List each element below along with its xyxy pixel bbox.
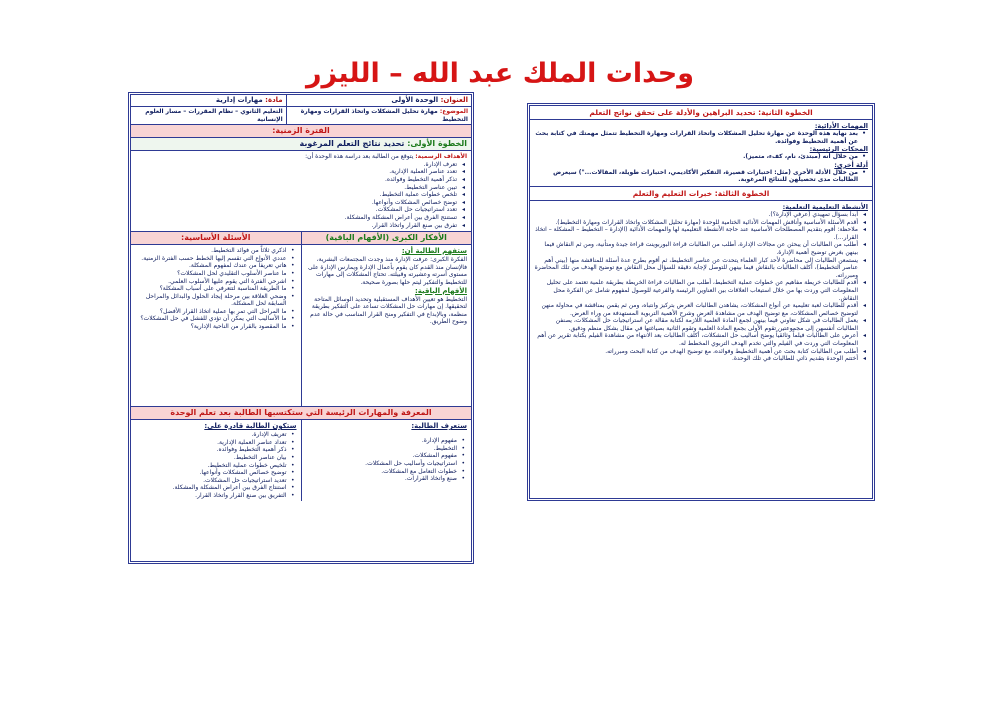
- question-item: • هاتي تعريفاً من عندك لمفهوم المشكلة.: [135, 262, 287, 270]
- knows-label: ستعرف الطالبة:: [411, 422, 467, 431]
- header-row-2: [131, 107, 471, 125]
- topic-label: الموضوع:: [439, 108, 468, 115]
- goal-item: ◂ تعدد عناصر العملية الإدارية.: [135, 168, 457, 176]
- other-evidence-label: أدلة أخرى:: [834, 160, 868, 169]
- activity-item: ◂ ملاحظة: أقوم بتقديم المصطلحات الأساسية عند حاجة الأنشطة التعليمية لها والمهمات الأدائية (الإدارة – التخطيط – المشكلة – اتخاذ القرار...).: [534, 226, 858, 241]
- step1-label: الخطوة الأولى:: [407, 139, 467, 149]
- questions-list: [135, 247, 297, 331]
- knowledge-header: المعرفة والمهارات الرئيسة التي ستكتسبها الطالبة بعد تعلم الوحدة: [131, 407, 471, 420]
- question-item: • ما الأساليب التي يمكن أن تؤدي للفشل في حل المشكلات؟: [135, 315, 287, 323]
- topic-value: مهارة تحليل المشكلات واتخاذ القرارات ومهارة التخطيط: [300, 108, 468, 123]
- question-item: • اذكري ثلاثاً من فوائد التخطيط.: [135, 247, 287, 255]
- activities-block: [530, 201, 872, 365]
- unit-plan-sheet: [128, 92, 474, 564]
- big-ideas-sub: ستفهم الطالبة أن:: [401, 247, 467, 256]
- skills-item: • استنتاج الفرق بين أعراض المشكلة والمشكلة.: [135, 484, 287, 492]
- header-row-1: [131, 95, 471, 107]
- question-item: • وضحي العلاقة بين مرحلة إيجاد الحلول والبدائل والمراحل السابقة لحل المشكلة.: [135, 293, 287, 308]
- skills-list: [135, 431, 297, 499]
- goal-item: ◂ تذكر أهمية التخطيط وفوائده.: [135, 176, 457, 184]
- step1-value: تحديد نتائج التعلم المرغوبة: [299, 139, 405, 149]
- knows-cell: [301, 420, 472, 501]
- step2-header: الخطوة الثانية: تحديد البراهين والأدلة على تحقق نواتج التعلم: [530, 106, 872, 120]
- subject-value: مهارات إدارية: [215, 96, 263, 104]
- knows-item: • صنع واتخاذ القرارات.: [306, 475, 458, 483]
- activity-item: ◂ أقدم للطالبات خريطة مفاهيم عن خطوات عملية التخطيط، أطلب من الطالبات قراءة الخريطة بطريقة علمية تعتمد على تحليل المعلومات التي وردت بها من خلال استيعاب العلاقات بين العناوين الرئيسة والفرعية للوصول لمفهوم شامل عن الفكرة محل النقاش.: [534, 279, 858, 302]
- goal-item: ◂ تفرق بين صنع القرار واتخاذ القرار.: [135, 222, 457, 230]
- skills-item: • تعداد عناصر العملية الإدارية.: [135, 439, 287, 447]
- knows-list: [306, 437, 468, 483]
- lasting-label: الأفهام الباقية:: [414, 286, 467, 295]
- goal-item: ◂ تستنتج الفرق بين أعراض المشكلة والمشكلة.: [135, 214, 457, 222]
- ideas-questions-row: [131, 232, 471, 407]
- big-ideas-text: الفكرة الكبرى: عرفت الإدارة منذ وجدت المجتمعات البشرية، فالإنسان منذ القدم كان يقوم بأعمال الإدارة ويمارس الإدارة على مستوى أسرته وعشيرته وقبيلته. تحتاج المشكلات إلى مهارات للتخطيط والتفكير ليتم حلها بصورة صحيحة.: [307, 256, 467, 286]
- unit-title-cell: [286, 95, 471, 106]
- criteria-text: • من خلال أنه (مبتدئ، نام، كفء، متميز).: [534, 153, 858, 161]
- knows-item: • مفهوم المشكلات.: [306, 452, 458, 460]
- activity-item: ◂ أطلب من الطالبات كتابة بحث عن أهمية التخطيط وفوائده، مع توضيح الهدف من كتابة البحث ومبرراته.: [534, 348, 858, 356]
- activity-item: ◂ أبدأ بسؤال تمهيدي (عرفي الإدارة؟).: [534, 211, 858, 219]
- goal-item: ◂ توضح خصائص المشكلات وأنواعها.: [135, 199, 457, 207]
- knows-item: • خطوات التعامل مع المشكلات.: [306, 468, 458, 476]
- topic-cell: [286, 107, 471, 124]
- period-band: الفترة الزمنية:: [131, 125, 471, 138]
- question-item: • ما المقصود بالقرار من الناحية الإدارية؟: [135, 323, 287, 331]
- skills-item: • توضيح خصائص المشكلات وأنواعها.: [135, 469, 287, 477]
- step1-band: [131, 138, 471, 151]
- big-ideas-cell: [301, 232, 472, 406]
- goals-intro: يتوقع من الطالبة بعد دراسة هذه الوحدة أن:: [305, 153, 414, 161]
- activity-item: ◂ أقدم الأسئلة الأساسية وأناقش المهمات الأدائية الختامية للوحدة (مهارة تحليل المشكلات واتخاذ القرارات ومهارة التخطيط).: [534, 219, 858, 227]
- skills-item: • ذكر أهمية التخطيط وفوائده.: [135, 446, 287, 454]
- skills-item: • بيان عناصر التخطيط.: [135, 454, 287, 462]
- goals-list: [135, 161, 467, 229]
- big-ideas-header: الأفكار الكبرى (الأفهام الباقية): [302, 232, 472, 245]
- goal-item: ◂ تعدد استراتيجيات حل المشكلات.: [135, 206, 457, 214]
- question-item: • ما الطريقة المناسبة لتتعرفي على أسباب المشكلة؟: [135, 285, 287, 293]
- evidence-block: [530, 120, 872, 187]
- other-evidence-text: • من خلال الأدلة الأخرى (مثل: اختبارات قصيرة، التفكير الأكاديمي، اختبارات طويلة، المقالات...") سيعرض الطالبات مدى تحصيلهن للنتائج المرغوبة.: [534, 169, 858, 184]
- tasks-label: المهمات الأدائية:: [814, 122, 868, 130]
- page-title: وحدات الملك عبد الله – الليزر: [305, 58, 694, 89]
- questions-cell: [131, 232, 301, 406]
- skills-item: • التفريق بين صنع القرار واتخاذ القرار.: [135, 492, 287, 500]
- goals-block: [131, 151, 471, 232]
- activity-item: ◂ يستمعن الطالبات إلى محاضرة لأحد كبار العلماء يتحدث عن عناصر التخطيط، ثم أقوم بطرح عدة أسئلة للمناقشة منها (بيني أهم عناصر التخطيط)، أكلف الطالبات بالنقاش فيما بينهن للتوصل لإجابة دقيقة للسؤال محل النقاش مع توضيح الهدف من تلك المحاضرة ومبرراته.: [534, 257, 858, 280]
- question-item: • ما عناصر الأسلوب التقليدي لحل المشكلات؟: [135, 270, 287, 278]
- activity-item: ◂ أختتم الوحدة بتقديم ذاتي للطالبات في تلك الوحدة.: [534, 355, 858, 363]
- lasting-text: التخطيط هو تعيين الأهداف المستقبلية وتحديد الوسائل المتاحة لتحقيقها. إن مهارات حل المشكلات تساعد على التفكير بطريقة منظمة، وبالإبداع في التفكير ومنح القرار المناسب في حالة عدم وضوح الطريق.: [310, 295, 467, 326]
- activities-list: [534, 211, 868, 363]
- unit-title-value: الوحدة الأولى: [391, 96, 439, 104]
- tasks-list: [534, 130, 868, 145]
- track-value: التعليم الثانوي – نظام المقررات – مسار العلوم الإنسانية: [145, 108, 283, 123]
- activity-item: ◂ أعرض على الطالبات فيلماً وثائقياً يوضح أساليب حل المشكلات، أكلف الطالبات بعد الانتهاء من مشاهدة الفيلم بكتابة تقرير عن أهم المعلومات التي وردت في الفيلم والتي تخدم الهدف التربوي المخطط له.: [534, 332, 858, 347]
- track-cell: [131, 107, 286, 124]
- evidence-learning-sheet: [527, 103, 875, 501]
- question-item: • ما المراحل التي تمر بها عملية اتخاذ القرار الأفضل؟: [135, 308, 287, 316]
- questions-header: الأسئلة الأساسية:: [131, 232, 301, 245]
- skills-cell: [131, 420, 301, 501]
- unit-title-label: العنوان:: [440, 96, 468, 104]
- knows-item: • استراتيجيات وأساليب حل المشكلات.: [306, 460, 458, 468]
- activity-item: ◂ أقدم للطالبات لعبة تعليمية عن أنواع المشكلات، يشاهدن الطالبات العرض بتركيز وانتباه، ومن ثم يقمن بمناقشة في محاولة منهن لتوضيح خصائص المشكلات، مع توضيح الهدف من مشاهدة العرض وشرح الأهمية التربوية المستهدفة من وراء العرض.: [534, 302, 858, 317]
- skills-label: ستكون الطالبة قادرة على:: [204, 422, 297, 431]
- knows-item: • مفهوم الإدارة.: [306, 437, 458, 445]
- criteria-list: [534, 153, 868, 161]
- tasks-text: • بعد نهاية هذه الوحدة عن مهارة تحليل المشكلات واتخاذ القرارات ومهارة التخطيط تتمثل مهمتك في كتابة بحث عن أهمية التخطيط وفوائده.: [534, 130, 858, 145]
- question-item: • عددي الأنواع التي تقسم إليها الخطط حسب الفترة الزمنية.: [135, 255, 287, 263]
- goal-item: ◂ تعرف الإدارة.: [135, 161, 457, 169]
- goal-item: ◂ تلخص خطوات عملية التخطيط.: [135, 191, 457, 199]
- question-item: • اشرحي الفترة التي يقوم عليها الأسلوب العلمي.: [135, 278, 287, 286]
- goals-label: الأهداف الرسمية:: [415, 153, 467, 161]
- skills-item: • تعريف الإدارة.: [135, 431, 287, 439]
- subject-label: مادة:: [265, 96, 283, 104]
- goal-item: ◂ تبين عناصر التخطيط.: [135, 184, 457, 192]
- step3-header: الخطوة الثالثة: خبرات التعليم والتعلم: [530, 187, 872, 201]
- activity-item: ◂ أطلب من الطالبات أن يبحثن عن مجالات الإدارة، أطلب من الطالبات قراءة البوربوينت قراءة جيدة ومتأنية، ومن ثم النقاش فيما بينهن بغرض توضيح أهمية الإدارة.: [534, 241, 858, 256]
- skills-item: • تعديد استراتيجيات حل المشكلات.: [135, 477, 287, 485]
- subject-cell: [131, 95, 286, 106]
- activity-item: ◂ يعمل الطالبات في شكل تعاوني فيما بينهن لجمع المادة العلمية اللازمة لكتابة مقالة عن استراتيجيات حل المشكلات، يصنفن الطالبات أنفسهن إلى مجموعتين تقوم الأولى بجمع المادة العلمية وتقوم الثانية بصياغتها في مقال بشكل منظم ودقيق.: [534, 317, 858, 332]
- activities-label: الأنشطة التعليمية التعلمية:: [782, 202, 868, 211]
- knowledge-row: [131, 420, 471, 501]
- knows-item: • التخطيط.: [306, 445, 458, 453]
- other-evidence-list: [534, 169, 868, 184]
- criteria-label: المحكات الرئيسية:: [809, 145, 868, 154]
- skills-item: • تلخيص خطوات عملية التخطيط.: [135, 462, 287, 470]
